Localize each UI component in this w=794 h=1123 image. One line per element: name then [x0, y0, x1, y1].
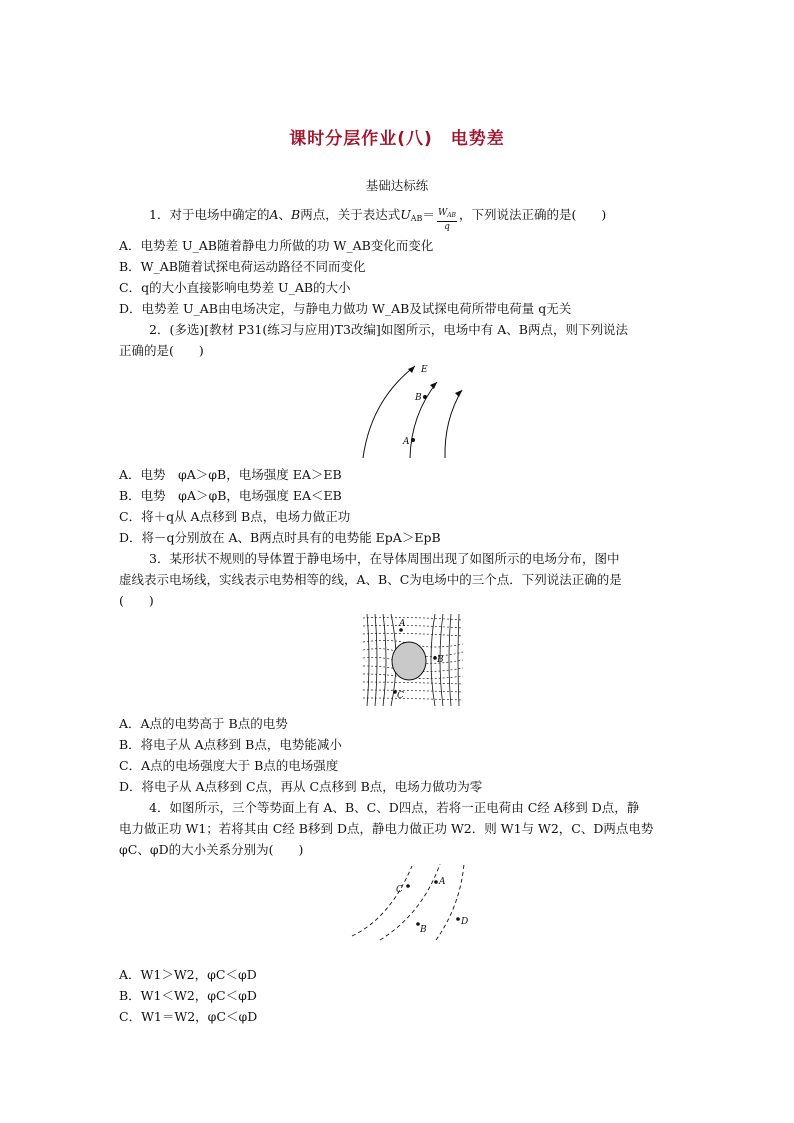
q2-stem-line1: 2．(多选)[教材 P31(练习与应用)T3改编]如图所示，电场中有 A、B两点，则下列说法 [149, 322, 628, 337]
q1-option-c: C．q的大小直接影响电势差 U_AB的大小 [119, 280, 351, 295]
label-a: A [403, 437, 410, 447]
q3-stem-line1: 3．某形状不规则的导体置于静电场中，在导体周围出现了如图所示的电场分布，图中 [149, 551, 620, 566]
label-b: B [420, 925, 427, 935]
formula-fraction: $\frac{W_{AB}}{q}$ [437, 208, 456, 232]
q4-stem-line2: 电力做正功 W1；若将其由 C经 B移到 D点，静电力做正功 W2．则 W1与 W2，C、D两点电势 [119, 821, 654, 836]
q1-option-b: B．W_AB随着试探电荷运动路径不同而变化 [119, 259, 366, 274]
q1-option-d: D．电势差 U_AB由电场决定，与静电力做功 W_AB及试探电荷所带电荷量 q无关 [119, 301, 572, 316]
q4-option-a: A．W1＞W2，φC＜φD [119, 967, 257, 982]
page-title: 课时分层作业(八) 电势差 [289, 129, 505, 149]
label-c: C [397, 691, 404, 701]
q1-option-a: A．电势差 U_AB随着静电力所做的功 W_AB变化而变化 [119, 238, 434, 253]
label-c: C [396, 885, 403, 895]
q4-stem-line3: φC、φD的大小关系分别为( ) [119, 842, 304, 857]
q2-option-d: D．将－q分别放在 A、B两点时具有的电势能 EpA＞EpB [119, 530, 441, 545]
q2-field-figure [355, 360, 465, 460]
q1-stem: 1．对于电场中确定的A、B两点，关于表达式$U_{AB}=$ $\frac{W_{AB}}{q}$ ，下列说法正确的是( ) [149, 207, 607, 232]
q3-conductor-figure [361, 612, 465, 708]
label-e: E [421, 365, 428, 375]
q4-option-c: C．W1＝W2，φC＜φD [119, 1009, 258, 1024]
q4-equipotential-figure [350, 862, 470, 942]
label-d: D [461, 917, 469, 927]
q3-option-d: D．将电子从 A点移到 C点，再从 C点移到 B点，电场力做功为零 [119, 779, 483, 794]
q3-stem-line2: 虚线表示电场线，实线表示电势相等的线，A、B、C为电场中的三个点．下列说法正确的是 [119, 572, 622, 587]
q3-stem-line3: ( ) [119, 593, 154, 608]
q2-option-c: C．将＋q从 A点移到 B点，电场力做正功 [119, 509, 351, 524]
q2-option-a: A．电势 φA＞φB，电场强度 EA＞EB [119, 467, 342, 482]
q3-option-b: B．将电子从 A点移到 B点，电势能减小 [119, 737, 342, 752]
q4-option-b: B．W1＜W2，φC＜φD [119, 988, 257, 1003]
q2-option-b: B．电势 φA＞φB，电场强度 EA＜EB [119, 488, 342, 503]
q4-stem-line1: 4．如图所示，三个等势面上有 A、B、C、D四点，若将一正电荷由 C经 A移到 D点，静 [149, 800, 640, 815]
label-a: A [399, 619, 406, 629]
q2-stem-line2: 正确的是( ) [119, 343, 204, 358]
q3-option-c: C．A点的电场强度大于 B点的电场强度 [119, 758, 339, 773]
label-a: A [439, 877, 446, 887]
q3-option-a: A．A点的电势高于 B点的电势 [119, 716, 288, 731]
section-heading: 基础达标练 [365, 178, 429, 193]
label-b: B [437, 655, 444, 665]
label-b: B [415, 393, 422, 403]
